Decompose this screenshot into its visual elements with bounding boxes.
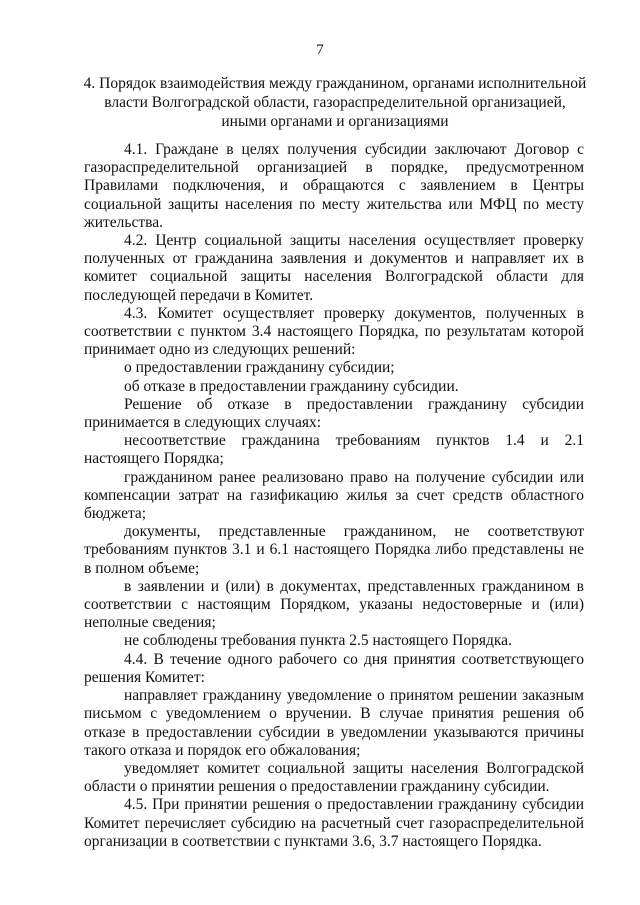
paragraph-4-4: 4.4. В течение одного рабочего со дня принятия соответствующего решения Комитет:: [84, 650, 584, 686]
decision-option-grant: о предоставлении гражданину субсидии;: [124, 359, 395, 377]
decision-option-refuse: об отказе в предоставлении гражданину субсидии.: [124, 377, 459, 395]
refusal-case-2: гражданином ранее реализовано право на получение субсидии или компенсации затрат на газификацию жилья за счет средств областного бюджета;: [84, 468, 584, 523]
paragraph-4-5: 4.5. При принятии решения о предоставлении гражданину субсидии Комитет перечисляет субсидию на расчетный счет газораспределительной организации в соответствии с пунктами 3.6, 3.7 настоящего Порядка.: [84, 796, 584, 850]
paragraph-4-3: 4.3. Комитет осуществляет проверку документов, полученных в соответствии с пунктом 3.4 настоящего Порядка, по результатам которой принимает одно из следующих решений:: [84, 304, 584, 359]
refusal-case-4: в заявлении и (или) в документах, представленных гражданином в соответствии с настоящим Порядком, указаны недостоверные и (или) неполные сведения;: [84, 577, 584, 632]
refusal-case-3: документы, представленные гражданином, не соответствуют требованиям пунктов 3.1 и 6.1 настоящего Порядка либо представлены не в полном объеме;: [84, 523, 584, 577]
section-title: 4. Порядок взаимодействия между гражданином, органами исполнительной власти Волгоградской области, газораспределительной организацией, иными органами и организациями: [83, 75, 587, 130]
page-number: 7: [316, 42, 324, 58]
refusal-case-1: несоответствие гражданина требованиям пунктов 1.4 и 2.1 настоящего Порядка;: [84, 432, 584, 468]
document-body: [84, 141, 584, 851]
refusal-case-5: не соблюдены требования пункта 2.5 настоящего Порядка.: [124, 632, 512, 650]
paragraph-4-1: 4.1. Граждане в целях получения субсидии заключают Договор с газораспределительной организацией в порядке, предусмотренном Правилами подключения, и обращаются с заявлением в Центры социальной защиты населения по месту жительства или МФЦ по месту жительства.: [84, 141, 584, 231]
committee-notify-action: уведомляет комитет социальной защиты населения Волгоградской области о принятии решения о предоставлении гражданину субсидии.: [84, 759, 584, 796]
paragraph-4-2: 4.2. Центр социальной защиты населения осуществляет проверку полученных от гражданина заявления и документов и направляет их в комитет социальной защиты населения Волгоградской области для последующей передачи в Комитет.: [84, 232, 584, 304]
refusal-cases-intro: Решение об отказе в предоставлении гражданину субсидии принимается в следующих случаях:: [84, 395, 584, 432]
notification-action: направляет гражданину уведомление о принятом решении заказным письмом с уведомлением о вручении. В случае принятия решения об отказе в предоставлении субсидии в уведомлении указываются причины такого отказа и порядок его обжалования;: [84, 687, 584, 759]
